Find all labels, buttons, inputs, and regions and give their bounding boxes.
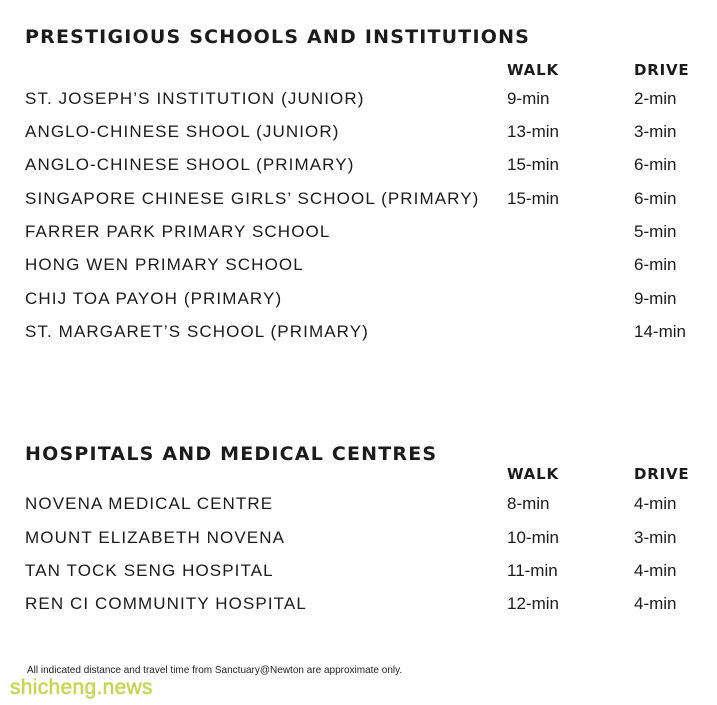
table-row xyxy=(0,122,717,152)
walk-time: 10-min xyxy=(507,528,559,547)
table-row xyxy=(0,528,717,558)
school-name: CHIJ TOA PAYOH (PRIMARY) xyxy=(25,289,283,308)
drive-time: 14-min xyxy=(634,322,686,341)
drive-time: 3-min xyxy=(634,528,677,547)
table-row xyxy=(0,155,717,185)
schools-drive-header: DRIVE xyxy=(634,61,690,79)
table-row xyxy=(0,561,717,591)
walk-time: 12-min xyxy=(507,594,559,613)
schools-walk-header: WALK xyxy=(507,61,559,79)
drive-time: 3-min xyxy=(634,122,677,141)
school-name: FARRER PARK PRIMARY SCHOOL xyxy=(25,222,331,241)
table-row xyxy=(0,594,717,624)
table-row xyxy=(0,189,717,219)
table-row xyxy=(0,89,717,119)
hospital-name: MOUNT ELIZABETH NOVENA xyxy=(25,528,286,547)
footnote-disclaimer: All indicated distance and travel time from Sanctuary@Newton are approximate only. xyxy=(27,665,403,676)
school-name: SINGAPORE CHINESE GIRLS’ SCHOOL (PRIMARY) xyxy=(25,189,480,208)
walk-time: 11-min xyxy=(507,561,558,580)
hospital-name: NOVENA MEDICAL CENTRE xyxy=(25,494,274,513)
drive-time: 4-min xyxy=(634,561,677,580)
walk-time: 15-min xyxy=(507,155,559,174)
walk-time: 15-min xyxy=(507,189,559,208)
hospitals-drive-header: DRIVE xyxy=(634,465,690,483)
school-name: ST. MARGARET’S SCHOOL (PRIMARY) xyxy=(25,322,369,341)
table-row xyxy=(0,255,717,285)
table-row xyxy=(0,289,717,319)
table-row xyxy=(0,494,717,524)
hospitals-title: HOSPITALS AND MEDICAL CENTRES xyxy=(25,443,438,465)
school-name: ANGLO-CHINESE SHOOL (JUNIOR) xyxy=(25,122,340,141)
table-row xyxy=(0,222,717,252)
drive-time: 2-min xyxy=(634,89,677,108)
school-name: ANGLO-CHINESE SHOOL (PRIMARY) xyxy=(25,155,355,174)
walk-time: 13-min xyxy=(507,122,559,141)
hospital-name: REN CI COMMUNITY HOSPITAL xyxy=(25,594,307,613)
schools-title: PRESTIGIOUS SCHOOLS AND INSTITUTIONS xyxy=(25,26,531,48)
drive-time: 5-min xyxy=(634,222,677,241)
drive-time: 6-min xyxy=(634,255,677,274)
hospital-name: TAN TOCK SENG HOSPITAL xyxy=(25,561,274,580)
walk-time: 8-min xyxy=(507,494,550,513)
drive-time: 9-min xyxy=(634,289,677,308)
drive-time: 6-min xyxy=(634,155,677,174)
drive-time: 4-min xyxy=(634,494,677,513)
drive-time: 6-min xyxy=(634,189,677,208)
school-name: HONG WEN PRIMARY SCHOOL xyxy=(25,255,304,274)
drive-time: 4-min xyxy=(634,594,677,613)
hospitals-walk-header: WALK xyxy=(507,465,559,483)
watermark: shicheng.news xyxy=(10,676,153,699)
walk-time: 9-min xyxy=(507,89,550,108)
school-name: ST. JOSEPH’S INSTITUTION (JUNIOR) xyxy=(25,89,365,108)
table-row xyxy=(0,322,717,352)
